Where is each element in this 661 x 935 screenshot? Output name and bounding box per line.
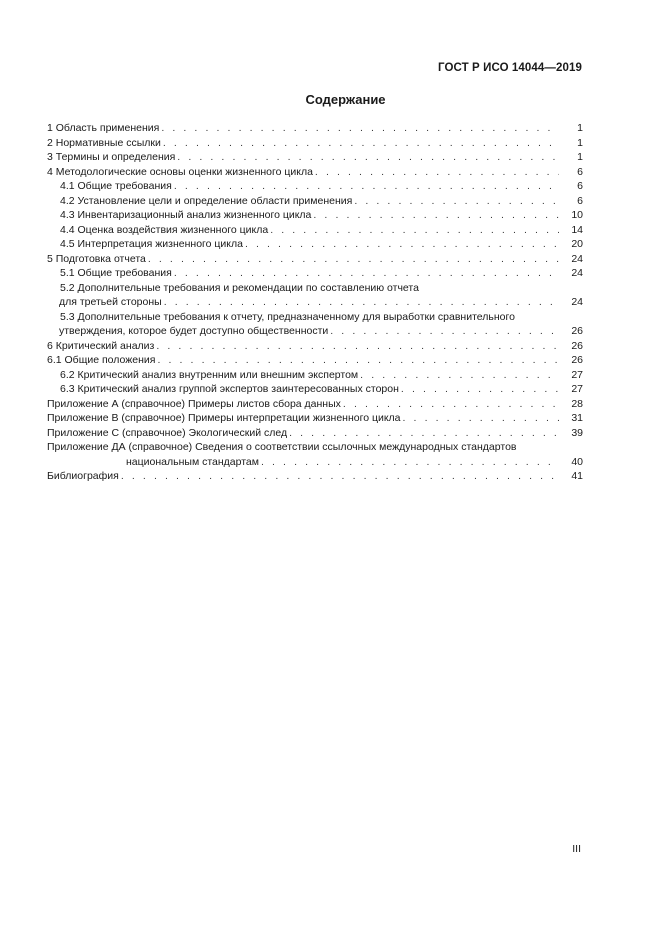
toc-entry-text: Приложение В (справочное) Примеры интерпретации жизненного цикла xyxy=(47,412,401,424)
toc-entry[interactable] xyxy=(47,426,583,441)
toc-entry[interactable] xyxy=(47,150,583,165)
leader-dots xyxy=(177,150,559,165)
toc-entry-text: 5.3 Дополнительные требования к отчету, предназначенному для выработки сравнительного xyxy=(60,310,515,323)
toc-entry[interactable] xyxy=(47,397,583,412)
toc-entry-page: 1 xyxy=(577,136,583,149)
toc-entry[interactable] xyxy=(47,339,583,354)
toc-entry-page: 31 xyxy=(571,412,583,424)
toc-entry-text: 4.4 Оценка воздействия жизненного цикла xyxy=(60,223,269,236)
toc-entry-text: 6.3 Критический анализ группой экспертов заинтересованных сторон xyxy=(60,383,399,395)
toc-entry[interactable] xyxy=(47,179,583,194)
toc-entry[interactable] xyxy=(47,165,583,180)
toc-entry-page: 26 xyxy=(571,339,583,352)
toc-entry-text-continued: национальным стандартам xyxy=(126,455,259,468)
leader-dots xyxy=(401,382,559,397)
toc-entry[interactable] xyxy=(47,121,583,136)
toc-entry[interactable] xyxy=(47,194,583,209)
leader-dots xyxy=(330,324,559,339)
toc-entry[interactable] xyxy=(47,266,583,281)
toc-entry-text: 5.2 Дополнительные требования и рекомендации по составлению отчета xyxy=(60,281,419,294)
toc-entry[interactable] xyxy=(47,440,583,469)
toc-entry-text: 6 Критический анализ xyxy=(47,339,155,352)
page-number: III xyxy=(572,843,581,855)
leader-dots xyxy=(156,339,559,354)
toc-entry-page: 14 xyxy=(571,223,583,236)
toc-entry-page: 27 xyxy=(571,368,583,381)
leader-dots xyxy=(174,179,559,194)
leader-dots xyxy=(161,121,559,136)
toc-entry-text: 6.1 Общие положения xyxy=(47,354,156,366)
toc-entry-text: 4.5 Интерпретация жизненного цикла xyxy=(60,238,243,250)
toc-entry[interactable] xyxy=(47,353,583,368)
leader-dots xyxy=(174,266,559,281)
toc-entry-text: Приложение А (справочное) Примеры листов сбора данных xyxy=(47,397,341,410)
toc-entry-page: 20 xyxy=(571,238,583,250)
toc-entry-text: 3 Термины и определения xyxy=(47,151,176,163)
toc-entry-text: 4.1 Общие требования xyxy=(60,180,172,192)
toc-entry-text: 4.2 Установление цели и определение области применения xyxy=(60,194,353,207)
toc-entry-page: 24 xyxy=(571,296,583,308)
toc-entry-page: 26 xyxy=(571,325,583,337)
leader-dots xyxy=(157,353,559,368)
toc-entry-page: 1 xyxy=(577,122,583,134)
toc-entry-text: 4 Методологические основы оценки жизненного цикла xyxy=(47,165,313,178)
toc-title: Содержание xyxy=(305,92,386,107)
leader-dots xyxy=(121,469,559,484)
toc-entry-text: 6.2 Критический анализ внутренним или внешним экспертом xyxy=(60,368,359,381)
toc-entry-page: 27 xyxy=(571,383,583,395)
toc-entry-text-continued: для третьей стороны xyxy=(59,296,162,308)
toc-entry-page: 1 xyxy=(577,151,583,163)
toc-entry-text-continued: утверждения, которое будет доступно общественности xyxy=(59,325,329,337)
toc-entry[interactable] xyxy=(47,281,583,310)
toc-entry-page: 28 xyxy=(571,397,583,410)
leader-dots xyxy=(148,252,559,267)
toc-entry[interactable] xyxy=(47,252,583,267)
toc-entry-page: 6 xyxy=(577,194,583,207)
toc-entry[interactable] xyxy=(47,223,583,238)
toc-entry[interactable] xyxy=(47,469,583,484)
toc-entry[interactable] xyxy=(47,382,583,397)
toc-entry[interactable] xyxy=(47,310,583,339)
leader-dots xyxy=(315,165,559,180)
leader-dots xyxy=(289,426,559,441)
toc-entry-page: 10 xyxy=(571,209,583,221)
leader-dots xyxy=(360,368,559,383)
toc-entry-page: 6 xyxy=(577,180,583,192)
toc-entry-text: Приложение ДА (справочное) Сведения о соответствии ссылочных международных стандартов xyxy=(47,441,517,453)
table-of-contents xyxy=(47,121,583,484)
toc-entry-page: 24 xyxy=(571,267,583,279)
toc-entry-text: 2 Нормативные ссылки xyxy=(47,136,161,149)
toc-entry[interactable] xyxy=(47,237,583,252)
toc-entry-page: 26 xyxy=(571,354,583,366)
toc-entry[interactable] xyxy=(47,368,583,383)
toc-entry-page: 24 xyxy=(571,252,583,265)
toc-entry-text: 1 Область применения xyxy=(47,122,160,134)
leader-dots xyxy=(163,136,559,151)
leader-dots xyxy=(403,411,559,426)
toc-entry-text: 4.3 Инвентаризационный анализ жизненного цикла xyxy=(60,209,312,221)
leader-dots xyxy=(245,237,559,252)
toc-entry-page: 39 xyxy=(571,426,583,439)
toc-entry[interactable] xyxy=(47,411,583,426)
leader-dots xyxy=(313,208,559,223)
toc-entry-text: Библиография xyxy=(47,470,119,482)
toc-entry-text: 5 Подготовка отчета xyxy=(47,252,146,265)
toc-entry-page: 40 xyxy=(571,455,583,468)
leader-dots xyxy=(261,455,559,470)
toc-entry-text: Приложение С (справочное) Экологический след xyxy=(47,426,288,439)
leader-dots xyxy=(343,397,559,412)
toc-entry-page: 41 xyxy=(571,470,583,482)
toc-entry[interactable] xyxy=(47,136,583,151)
leader-dots xyxy=(354,194,559,209)
standard-number: ГОСТ Р ИСО 14044—2019 xyxy=(437,62,582,74)
toc-entry-text: 5.1 Общие требования xyxy=(60,267,172,279)
toc-entry[interactable] xyxy=(47,208,583,223)
leader-dots xyxy=(164,295,559,310)
toc-entry-page: 6 xyxy=(577,165,583,178)
leader-dots xyxy=(270,223,559,238)
